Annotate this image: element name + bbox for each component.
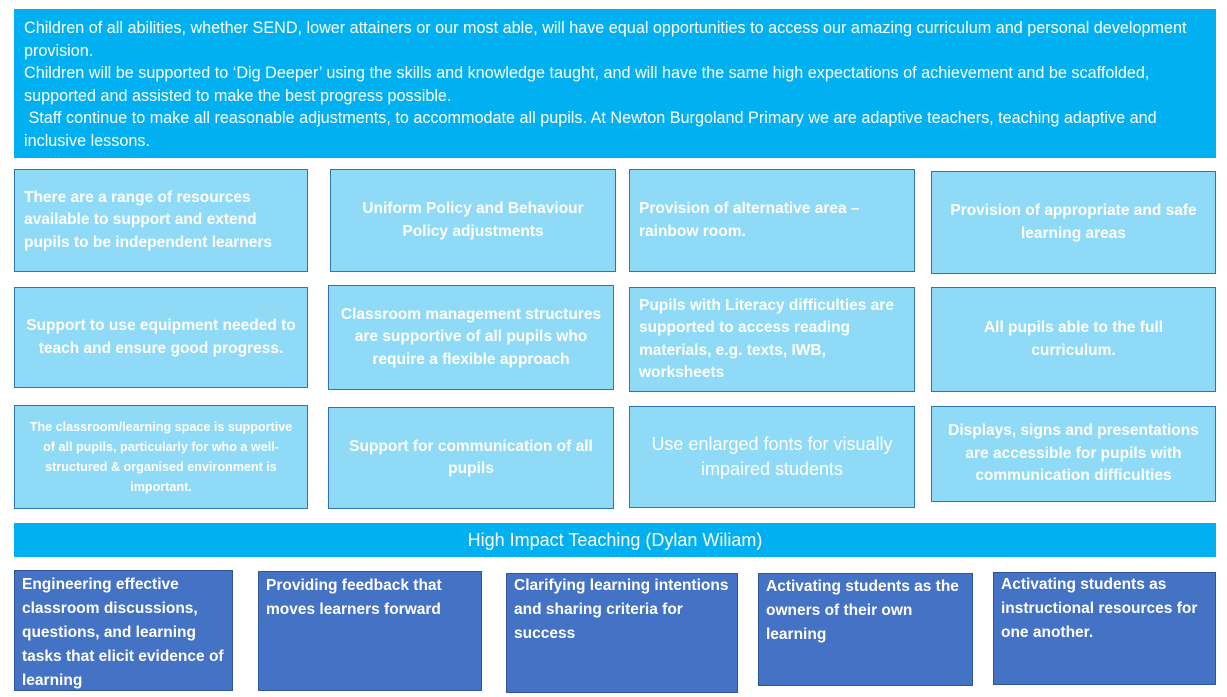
equipment-support-box [14,287,308,388]
strategy-text-feedback: Providing feedback that moves learners forward [266,577,442,618]
intro-paragraph-3: Staff continue to make all reasonable adjustments, to accommodate all pupils. At Newton Burgoland Primary we are adaptive teachers, teaching adaptive and inclusive lessons. [24,109,1162,150]
learning-space-box [14,405,308,509]
strategy-box-feedback [258,571,482,691]
strategy-text-discussions: Engineering effective classroom discussions, questions, and learning tasks that elicit evidence of learning [22,576,224,689]
high-impact-teaching-banner [14,523,1216,557]
literacy-difficulties-box [629,287,915,392]
equipment-support-text: Support to use equipment needed to teach and ensure good progress. [26,317,296,357]
intro-panel [14,9,1216,158]
strategy-box-ownership [758,573,973,686]
classroom-management-box [328,285,614,390]
full-curriculum-box [931,287,1216,392]
intro-paragraph-2: Children will be supported to ‘Dig Deeper’ using the skills and knowledge taught, and will have the same high expectations of achievement and be scaffolded, supported and assisted to make the best progress possible. [24,64,1154,105]
safe-learning-areas-text: Provision of appropriate and safe learning areas [950,202,1197,242]
strategy-box-peer-resources [993,572,1216,685]
banner-title: High Impact Teaching (Dylan Wiliam) [467,529,763,550]
resources-text: There are a range of resources available to support and extend pupils to be independent learners [24,188,273,251]
communication-support-text: Support for communication of all pupils [349,437,593,477]
strategy-text-peer-resources: Activating students as instructional resources for one another. [1001,576,1198,641]
full-curriculum-text: All pupils able to the full curriculum. [983,319,1164,359]
enlarged-fonts-text: Use enlarged fonts for visually impaired students [651,434,893,479]
accessible-displays-text: Displays, signs and presentations are accessible for pupils with communication difficulties [948,422,1199,485]
literacy-difficulties-text: Pupils with Literacy difficulties are supported to access reading materials, e.g. texts, IWB, worksheets [639,296,894,381]
communication-support-box [328,407,614,509]
strategy-text-intentions: Clarifying learning intentions and sharing criteria for success [514,577,729,642]
uniform-policy-box [330,169,616,272]
strategy-text-ownership: Activating students as the owners of their own learning [766,578,959,643]
intro-paragraph-1: Children of all abilities, whether SEND, lower attainers or our most able, will have equal opportunities to access our amazing curriculum and personal development provision. [24,19,1191,60]
safe-learning-areas-box [931,171,1216,274]
rainbow-room-text: Provision of alternative area – rainbow room. [639,200,860,240]
uniform-policy-text: Uniform Policy and Behaviour Policy adjustments [362,200,584,240]
enlarged-fonts-box [629,406,915,508]
strategy-box-discussions [14,570,233,691]
classroom-management-text: Classroom management structures are supportive of all pupils who require a flexible approach [340,305,602,368]
accessible-displays-box [931,406,1216,502]
rainbow-room-box [629,169,915,272]
strategy-box-intentions [506,573,738,693]
learning-space-text: The classroom/learning space is supportive of all pupils, particularly for who a well-structured & organised environment is important. [29,420,293,494]
resources-box [14,169,308,272]
